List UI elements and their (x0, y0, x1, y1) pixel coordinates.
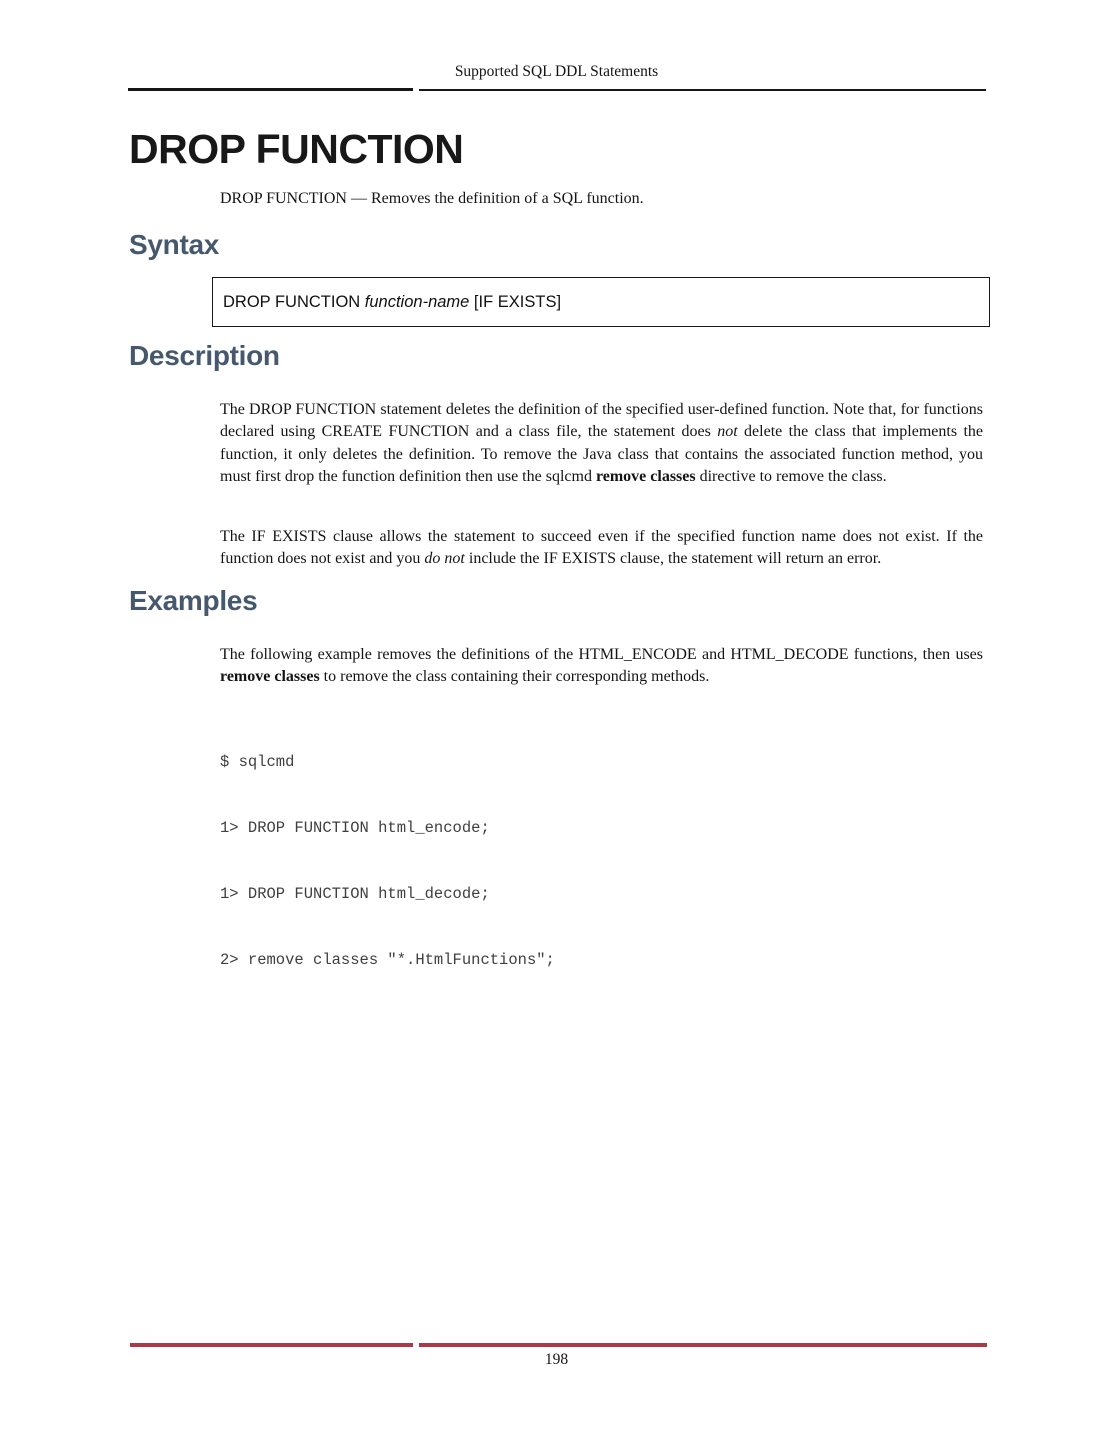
description-p2-text-0: The IF EXISTS clause allows the statement to succeed even if the specified function name does not exist. If the function does not exist and you (220, 528, 983, 568)
description-paragraph-2 (220, 526, 983, 571)
section-heading-examples: Examples (129, 585, 258, 616)
header-rule-left-segment (128, 88, 413, 91)
code-line: 1> DROP FUNCTION html_decode; (220, 885, 490, 903)
code-line: 2> remove classes "*.HtmlFunctions"; (220, 951, 555, 969)
description-p1-bold: remove classes (595, 468, 696, 486)
description-p1-text-1: delete the class that implements the function, it only deletes the definition. To remove the Java class that contains the associated function method, you must first drop the function definition then use the sqlcmd (220, 423, 984, 486)
description-paragraph-1 (220, 399, 983, 489)
syntax-statement-box (212, 277, 990, 327)
description-p2-text-1: include the IF EXISTS clause, the statement will return an error. (464, 550, 882, 568)
header-rule-right-segment (419, 89, 986, 91)
page-title: DROP FUNCTION (129, 126, 464, 172)
section-heading-syntax: Syntax (129, 229, 220, 260)
syntax-statement-optional: [IF EXISTS] (469, 292, 562, 311)
section-heading-description: Description (129, 340, 280, 371)
page-number: 198 (544, 1351, 569, 1368)
syntax-statement-placeholder: function-name (364, 292, 470, 311)
examples-paragraph (220, 644, 983, 689)
intro-text: DROP FUNCTION — Removes the definition of a SQL function. (220, 190, 644, 207)
syntax-statement-text: DROP FUNCTION (223, 292, 365, 311)
code-line: 1> DROP FUNCTION html_encode; (220, 819, 490, 837)
description-p1-text-2: directive to remove the class. (695, 468, 887, 486)
code-line: $ sqlcmd (220, 753, 295, 771)
description-p2-italic: do not (424, 550, 465, 568)
examples-p-text-1: to remove the class containing their corresponding methods. (319, 668, 710, 686)
description-p1-text-0: The DROP FUNCTION statement deletes the definition of the specified user-defined function. Note that, for functions declared using CREATE FUNCTION and a class file, the statement does (220, 401, 983, 441)
header-rule (128, 88, 986, 91)
footer-rule (130, 1343, 987, 1347)
description-p1-italic: not (717, 423, 738, 441)
running-header-title: Supported SQL DDL Statements (454, 63, 659, 80)
example-code-block (220, 707, 555, 1015)
footer-rule-left-segment (130, 1343, 413, 1347)
examples-p-text-0: The following example removes the definitions of the HTML_ENCODE and HTML_DECODE functions, then uses (220, 646, 983, 663)
examples-p-bold: remove classes (220, 668, 320, 686)
footer-rule-right-segment (419, 1343, 987, 1347)
